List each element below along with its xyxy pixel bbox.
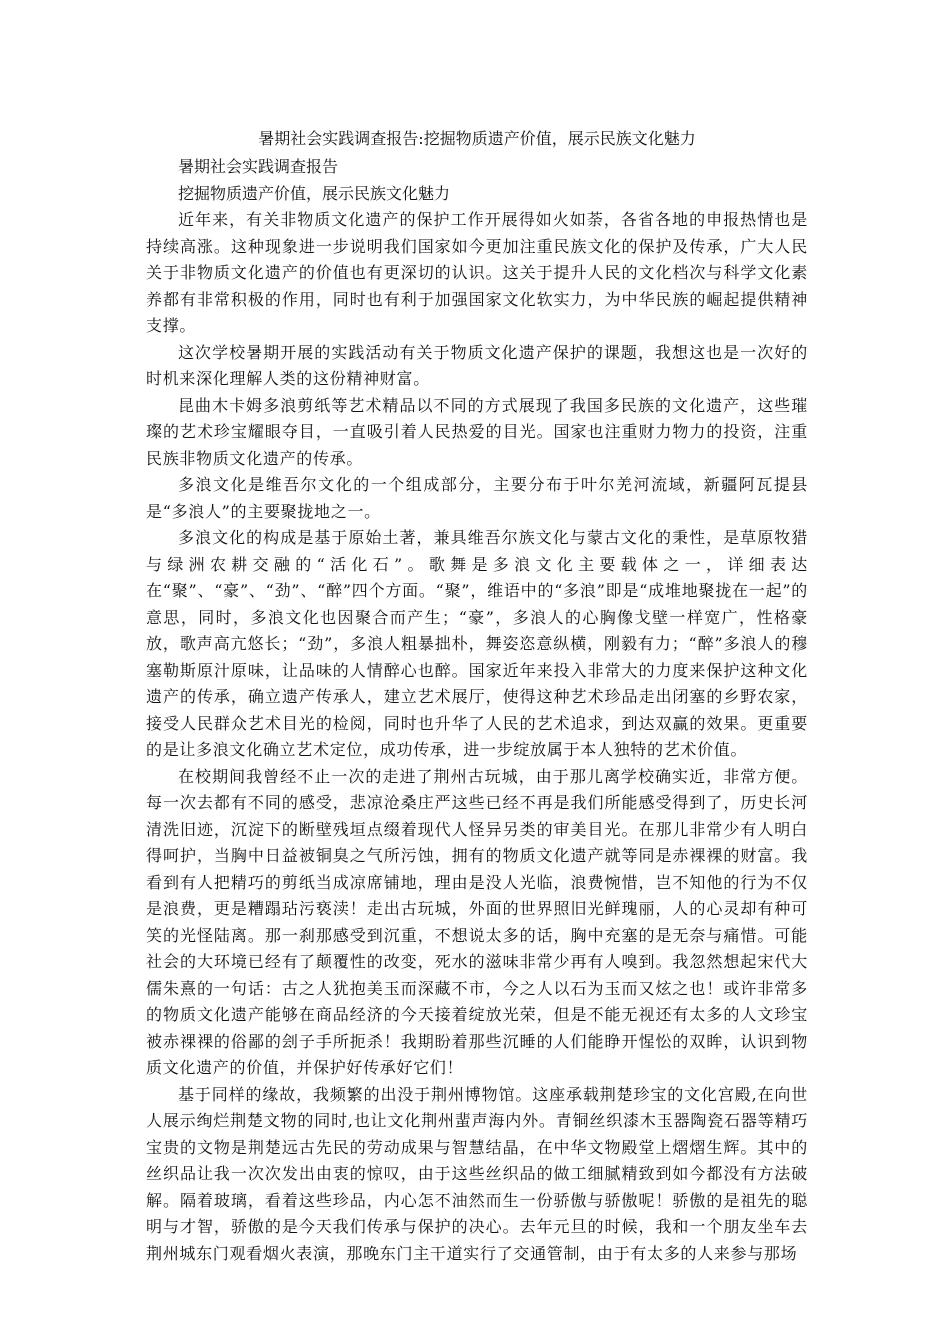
paragraph-museum: 基于同样的缘故，我频繁的出没于荆州博物馆。这座承载荆楚珍宝的文化宫殿,在向世人展示绚烂荆楚文物的同时,也让文化荆州蜚声海内外。青铜丝织漆木玉器陶瓷石器等精巧宝贵的文物是荆楚远古先民的劳动成果与智慧结晶，在中华文物殿堂上熠熠生辉。其中的丝织品让我一次次发出由衷的惊叹，由于这些丝织品的做工细腻精致到如今都没有方法破解。隔着玻璃，看着这些珍品，内心怎不油然而生一份骄傲与骄傲呢！骄傲的是祖先的聪明与才智，骄傲的是今天我们传承与保护的决心。去年元旦的时候，我和一个朋友坐车去荆州城东门观看烟火表演，那晚东门主干道实行了交通管制，由于有太多的人来参与那场 — [146, 1084, 808, 1263]
paragraph-art-treasures: 昆曲木卡姆多浪剪纸等艺术精品以不同的方式展现了我国多民族的文化遗产，这些璀璨的艺术珍宝耀眼夺目，一直吸引着人民热爱的目光。国家也注重财力物力的投资，注重民族非物质文化遗产的传承。 — [146, 395, 808, 468]
document-page — [146, 126, 808, 1267]
paragraph-dolan-composition: 多浪文化的构成是基于原始土著，兼具维吾尔族文化与蒙古文化的秉性，是草原牧猎与绿洲农耕交融的“活化石”。歌舞是多浪文化主要载体之一，详细表达在“聚”、“豪”、“劲”、“醉”四个方面。“聚”，维语中的“多浪”即是“成堆地聚拢在一起”的意思，同时，多浪文化也因聚合而产生；“豪”，多浪人的心胸像戈壁一样宽广，性格豪放，歌声高亢悠长；“劲”，多浪人粗暴拙朴，舞姿恣意纵横，刚毅有力；“醉”多浪人的穆塞勒斯原汁原味，让品味的人情醉心也醉。国家近年来投入非常大的力度来保护这种文化遗产的传承，确立遗产传承人，建立艺术展厅，使得这种艺术珍品走出闭塞的乡野农家，接受人民群众艺术目光的检阅，同时也升华了人民的艺术追求，到达双赢的效果。更重要的是让多浪文化确立艺术定位，成功传承，进一步绽放属于本人独特的艺术价值。 — [146, 528, 808, 759]
document-title: 暑期社会实践调查报告:挖掘物质遗产价值，展示民族文化魅力 — [258, 129, 696, 148]
report-subheading: 挖掘物质遗产价值，展示民族文化魅力 — [178, 183, 451, 203]
paragraph-dolan-culture: 多浪文化是维吾尔文化的一个组成部分，主要分布于叶尔羌河流域，新疆阿瓦提县是“多浪人”的主要聚拢地之一。 — [146, 475, 808, 521]
paragraph-practice-activity: 这次学校暑期开展的实践活动有关于物质文化遗产保护的课题，我想这也是一次好的时机来深化理解人类的这份精神财富。 — [146, 342, 808, 388]
paragraph-antique-city: 在校期间我曾经不止一次的走进了荆州古玩城，由于那儿离学校确实近，非常方便。每一次去都有不同的感受，悲凉沧桑庄严这些已经不再是我们所能感受得到了，历史长河清洗旧迹，沉淀下的断壁残垣点缀着现代人怪异另类的审美目光。在那儿非常少有人明白得呵护，当胸中日益被铜臭之气所污蚀，拥有的物质文化遗产就等同是赤裸裸的财富。我看到有人把精巧的剪纸当成凉席铺地，理由是没人光临，浪费惋惜，岂不知他的行为不仅是浪费，更是糟蹋玷污亵渎！走出古玩城，外面的世界照旧光鲜瑰丽，人的心灵却有种可笑的光怪陆离。那一刹那感受到沉重，不想说太多的话，胸中充塞的是无奈与痛惜。可能社会的大环境已经有了颠覆性的改变，死水的滋味非常少再有人嗅到。我忽然想起宋代大儒朱熹的一句话：古之人犹抱美玉而深藏不市，今之人以石为玉而又炫之也！或许非常多的物质文化遗产能够在商品经济的今天接着绽放光荣，但是不能无视还有太多的人文珍宝被赤裸裸的俗鄙的刽子手所扼杀！我期盼着那些沉睡的人们能睁开惺忪的双眸，认识到物质文化遗产的价值，并保护好传承好它们！ — [146, 766, 808, 1077]
report-heading: 暑期社会实践调查报告 — [178, 157, 339, 176]
paragraph-intro: 近年来，有关非物质文化遗产的保护工作开展得如火如荼，各省各地的申报热情也是持续高涨。这种现象进一步说明我们国家如今更加注重民族文化的保护及传承，广大人民关于非物质文化遗产的价值也有更深切的认识。这关于提升人民的文化档次与科学文化素养都有非常积极的作用，同时也有利于加强国家文化软实力，为中华民族的崛起提供精神支撑。 — [146, 210, 808, 335]
